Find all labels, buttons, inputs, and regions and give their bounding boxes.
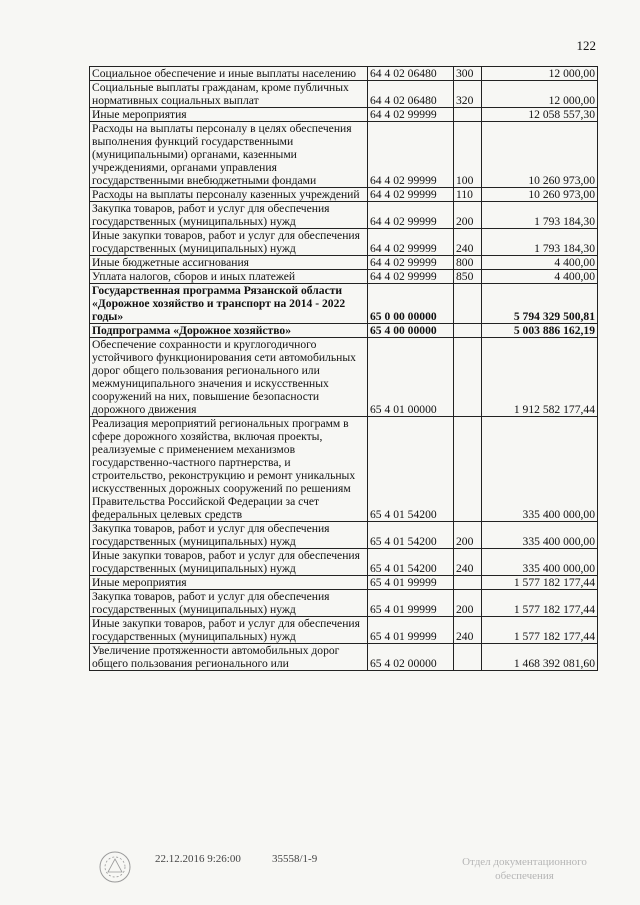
table-row — [90, 617, 598, 644]
budget-table-body — [90, 67, 598, 671]
row-code-cell: 65 4 01 54200 — [368, 417, 454, 522]
row-amount-cell: 335 400 000,00 — [482, 522, 598, 549]
table-row — [90, 229, 598, 256]
row-type-cell — [454, 324, 482, 338]
row-amount-cell: 4 400,00 — [482, 270, 598, 284]
footer-department: Отдел документационного обеспечения — [462, 856, 587, 882]
row-name-cell: Закупка товаров, работ и услуг для обеспечения государственных (муниципальных) нужд — [90, 522, 368, 549]
row-name-cell: Увеличение протяженности автомобильных дорог общего пользования регионального или — [90, 644, 368, 671]
row-name-cell: Уплата налогов, сборов и иных платежей — [90, 270, 368, 284]
row-amount-cell: 10 260 973,00 — [482, 122, 598, 188]
row-name-cell: Расходы на выплаты персоналу в целях обеспечения выполнения функций государственными (муниципальными) органами, казенными учреждениями, органами управления государственными внебюджетными фондами — [90, 122, 368, 188]
row-code-cell: 64 4 02 99999 — [368, 202, 454, 229]
row-amount-cell: 1 793 184,30 — [482, 229, 598, 256]
table-row — [90, 522, 598, 549]
table-row — [90, 108, 598, 122]
row-type-cell: 200 — [454, 522, 482, 549]
row-code-cell: 64 4 02 99999 — [368, 188, 454, 202]
row-type-cell: 240 — [454, 617, 482, 644]
table-row — [90, 270, 598, 284]
table-row — [90, 81, 598, 108]
table-row — [90, 122, 598, 188]
row-name-cell: Обеспечение сохранности и круглогодичного устойчивого функционирования сети автомобильных дорог общего пользования регионального или межмуниципального значения и искусственных сооружений на них, повышение безопасности дорожного движения — [90, 338, 368, 417]
row-code-cell: 64 4 02 06480 — [368, 67, 454, 81]
row-code-cell: 65 4 01 99999 — [368, 576, 454, 590]
row-name-cell: Расходы на выплаты персоналу казенных учреждений — [90, 188, 368, 202]
row-name-cell: Иные бюджетные ассигнования — [90, 256, 368, 270]
row-type-cell — [454, 576, 482, 590]
row-name-cell: Социальные выплаты гражданам, кроме публичных нормативных социальных выплат — [90, 81, 368, 108]
row-amount-cell: 5 794 329 500,81 — [482, 284, 598, 324]
table-row — [90, 644, 598, 671]
row-code-cell: 65 4 01 54200 — [368, 522, 454, 549]
table-row — [90, 67, 598, 81]
table-row — [90, 590, 598, 617]
footer-datetime: 22.12.2016 9:26:00 — [155, 853, 241, 865]
row-code-cell: 65 4 00 00000 — [368, 324, 454, 338]
row-code-cell: 64 4 02 99999 — [368, 122, 454, 188]
row-code-cell: 64 4 02 99999 — [368, 270, 454, 284]
row-amount-cell: 1 577 182 177,44 — [482, 576, 598, 590]
row-name-cell: Закупка товаров, работ и услуг для обеспечения государственных (муниципальных) нужд — [90, 202, 368, 229]
row-name-cell: Закупка товаров, работ и услуг для обеспечения государственных (муниципальных) нужд — [90, 590, 368, 617]
row-amount-cell: 1 793 184,30 — [482, 202, 598, 229]
row-type-cell: 800 — [454, 256, 482, 270]
row-type-cell: 200 — [454, 202, 482, 229]
row-code-cell: 65 4 02 00000 — [368, 644, 454, 671]
table-row — [90, 256, 598, 270]
row-type-cell: 300 — [454, 67, 482, 81]
row-type-cell — [454, 338, 482, 417]
row-code-cell: 65 4 01 00000 — [368, 338, 454, 417]
row-type-cell: 110 — [454, 188, 482, 202]
row-code-cell: 64 4 02 06480 — [368, 81, 454, 108]
table-row — [90, 324, 598, 338]
row-type-cell: 850 — [454, 270, 482, 284]
row-amount-cell: 1 577 182 177,44 — [482, 590, 598, 617]
row-type-cell — [454, 644, 482, 671]
row-name-cell: Иные закупки товаров, работ и услуг для обеспечения государственных (муниципальных) нужд — [90, 549, 368, 576]
row-name-cell: Иные закупки товаров, работ и услуг для обеспечения государственных (муниципальных) нужд — [90, 229, 368, 256]
page-number: 122 — [576, 38, 596, 53]
row-code-cell: 64 4 02 99999 — [368, 108, 454, 122]
row-type-cell: 240 — [454, 549, 482, 576]
row-name-cell: Государственная программа Рязанской области «Дорожное хозяйство и транспорт на 2014 - 2022 годы» — [90, 284, 368, 324]
row-name-cell: Социальное обеспечение и иные выплаты населению — [90, 67, 368, 81]
footer-doc-number: 35558/1-9 — [272, 853, 318, 865]
row-type-cell: 320 — [454, 81, 482, 108]
row-name-cell: Иные мероприятия — [90, 108, 368, 122]
row-amount-cell: 12 058 557,30 — [482, 108, 598, 122]
row-name-cell: Подпрограмма «Дорожное хозяйство» — [90, 324, 368, 338]
row-code-cell: 64 4 02 99999 — [368, 229, 454, 256]
table-row — [90, 549, 598, 576]
row-type-cell — [454, 108, 482, 122]
row-code-cell: 65 4 01 99999 — [368, 590, 454, 617]
row-name-cell: Иные мероприятия — [90, 576, 368, 590]
row-code-cell: 65 0 00 00000 — [368, 284, 454, 324]
row-amount-cell: 4 400,00 — [482, 256, 598, 270]
table-row — [90, 576, 598, 590]
row-code-cell: 65 4 01 99999 — [368, 617, 454, 644]
row-code-cell: 65 4 01 54200 — [368, 549, 454, 576]
table-row — [90, 188, 598, 202]
row-amount-cell: 1 577 182 177,44 — [482, 617, 598, 644]
row-amount-cell: 1 468 392 081,60 — [482, 644, 598, 671]
table-row — [90, 338, 598, 417]
row-type-cell: 200 — [454, 590, 482, 617]
row-amount-cell: 335 400 000,00 — [482, 417, 598, 522]
row-type-cell — [454, 417, 482, 522]
table-row — [90, 284, 598, 324]
row-amount-cell: 5 003 886 162,19 — [482, 324, 598, 338]
row-amount-cell: 12 000,00 — [482, 67, 598, 81]
row-name-cell: Иные закупки товаров, работ и услуг для обеспечения государственных (муниципальных) нужд — [90, 617, 368, 644]
row-name-cell: Реализация мероприятий региональных программ в сфере дорожного хозяйства, включая проекты, реализуемые с применением механизмов государственно-частного партнерства, и строительство, реконструкцию и ремонт уникальных искусственных дорожных сооружений по решениям Правительства Российской Федерации за счет федеральных целевых средств — [90, 417, 368, 522]
table-row — [90, 417, 598, 522]
row-amount-cell: 10 260 973,00 — [482, 188, 598, 202]
row-type-cell: 240 — [454, 229, 482, 256]
row-code-cell: 64 4 02 99999 — [368, 256, 454, 270]
table-row — [90, 202, 598, 229]
row-amount-cell: 12 000,00 — [482, 81, 598, 108]
row-type-cell: 100 — [454, 122, 482, 188]
row-amount-cell: 1 912 582 177,44 — [482, 338, 598, 417]
budget-table — [89, 66, 598, 671]
row-amount-cell: 335 400 000,00 — [482, 549, 598, 576]
row-type-cell — [454, 284, 482, 324]
document-stamp-icon — [98, 850, 132, 884]
